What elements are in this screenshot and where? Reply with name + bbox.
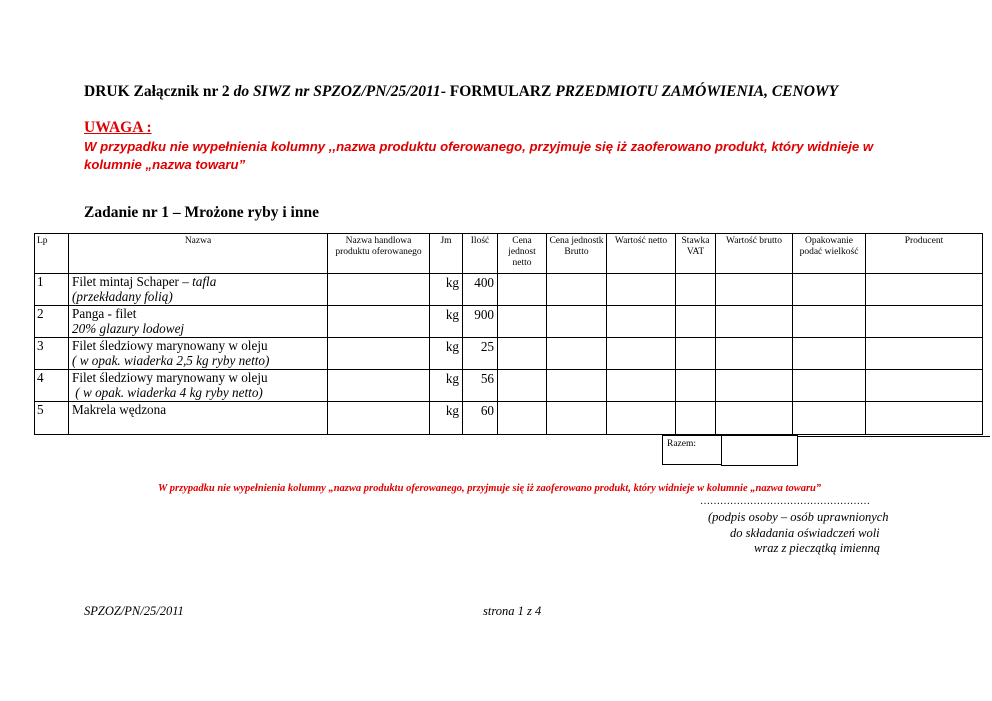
cell-value-net[interactable]	[607, 402, 676, 435]
product-name: Filet śledziowy marynowany w oleju	[72, 370, 268, 385]
col-header-wartosc-netto: Wartość netto	[607, 234, 676, 274]
row-quantity: 900	[463, 306, 498, 338]
title-part-4: PRZEDMIOTU ZAMÓWIENIA, CENOWY	[555, 83, 839, 100]
row-lp: 1	[35, 274, 69, 306]
cell-vat[interactable]	[676, 306, 716, 338]
col-header-producent: Producent	[866, 234, 983, 274]
col-header-nazwa: Nazwa	[69, 234, 328, 274]
cell-package[interactable]	[793, 370, 866, 402]
cell-value-net[interactable]	[607, 370, 676, 402]
col-header-cena-netto: Cena jednost netto	[498, 234, 547, 274]
row-unit: kg	[430, 402, 463, 435]
title-part-1: DRUK Załącznik nr 2	[84, 83, 234, 100]
cell-value-gross[interactable]	[716, 274, 793, 306]
product-name: Panga - filet	[72, 306, 137, 321]
product-note: ( w opak. wiaderka 2,5 kg ryby netto)	[72, 353, 270, 368]
row-product-name	[69, 370, 328, 402]
product-note: ( w opak. wiaderka 4 kg ryby netto)	[72, 385, 263, 400]
cell-trade-name[interactable]	[328, 274, 430, 306]
cell-producer[interactable]	[866, 306, 983, 338]
product-note: 20% glazury lodowej	[72, 321, 185, 336]
cell-price-net[interactable]	[498, 402, 547, 435]
cell-value-net[interactable]	[607, 338, 676, 370]
cell-value-net[interactable]	[607, 274, 676, 306]
footer-reference: SPZOZ/PN/25/2011	[84, 604, 184, 618]
total-row-rule	[798, 436, 990, 437]
cell-price-gross[interactable]	[547, 402, 607, 435]
signature-dotted-line: ……………………………………………	[700, 496, 870, 507]
row-lp: 2	[35, 306, 69, 338]
row-quantity: 60	[463, 402, 498, 435]
row-product-name	[69, 402, 328, 435]
signature-caption	[700, 510, 900, 557]
cell-producer[interactable]	[866, 402, 983, 435]
cell-vat[interactable]	[676, 338, 716, 370]
signature-line-1: (podpis osoby – osób uprawnionych	[708, 510, 889, 524]
cell-trade-name[interactable]	[328, 402, 430, 435]
col-header-wartosc-brutto: Wartość brutto	[716, 234, 793, 274]
document-title	[84, 83, 838, 101]
total-label: Razem:	[662, 435, 721, 465]
row-unit: kg	[430, 306, 463, 338]
footer-warning-note: W przypadku nie wypełnienia kolumny „nazwa produktu oferowanego, przyjmuje się iż zaoferowano produkt, który widnieje w kolumnie „nazwa towaru”	[158, 483, 822, 494]
row-unit: kg	[430, 274, 463, 306]
cell-price-gross[interactable]	[547, 306, 607, 338]
cell-vat[interactable]	[676, 274, 716, 306]
cell-value-net[interactable]	[607, 306, 676, 338]
col-header-nazwa-handlowa: Nazwa handlowa produktu oferowanego	[328, 234, 430, 274]
product-name: Makrela wędzona	[72, 402, 167, 417]
signature-line-3: wraz z pieczątką imienną	[754, 541, 881, 555]
col-header-stawka-vat: Stawka VAT	[676, 234, 716, 274]
row-unit: kg	[430, 338, 463, 370]
cell-value-gross[interactable]	[716, 338, 793, 370]
table-row	[35, 306, 983, 338]
cell-package[interactable]	[793, 338, 866, 370]
warning-heading: UWAGA :	[84, 119, 152, 136]
price-form-table	[34, 233, 983, 435]
col-header-lp: Lp	[35, 234, 69, 274]
table-header-row	[35, 234, 983, 274]
row-quantity: 25	[463, 338, 498, 370]
cell-trade-name[interactable]	[328, 370, 430, 402]
task-title: Zadanie nr 1 – Mrożone ryby i inne	[84, 204, 319, 221]
cell-vat[interactable]	[676, 402, 716, 435]
cell-price-gross[interactable]	[547, 370, 607, 402]
title-part-3: - FORMULARZ	[440, 83, 556, 100]
row-product-name	[69, 306, 328, 338]
warning-text: W przypadku nie wypełnienia kolumny ,,nazwa produktu oferowanego, przyjmuje się iż zaoferowano produkt, który widnieje w kolumnie „nazwa towaru”	[84, 139, 874, 172]
row-quantity: 400	[463, 274, 498, 306]
cell-value-gross[interactable]	[716, 402, 793, 435]
row-lp: 3	[35, 338, 69, 370]
cell-vat[interactable]	[676, 370, 716, 402]
cell-price-net[interactable]	[498, 370, 547, 402]
row-lp: 5	[35, 402, 69, 435]
signature-line-2: do składania oświadczeń woli	[730, 525, 880, 540]
table-row	[35, 274, 983, 306]
cell-price-gross[interactable]	[547, 274, 607, 306]
cell-value-gross[interactable]	[716, 370, 793, 402]
product-name-italic: tafla	[192, 274, 217, 289]
cell-price-net[interactable]	[498, 338, 547, 370]
cell-price-net[interactable]	[498, 274, 547, 306]
footer-page-number: strona 1 z 4	[483, 604, 542, 618]
cell-price-gross[interactable]	[547, 338, 607, 370]
cell-trade-name[interactable]	[328, 306, 430, 338]
cell-price-net[interactable]	[498, 306, 547, 338]
row-quantity: 56	[463, 370, 498, 402]
total-value-cell[interactable]	[721, 435, 798, 466]
table-row	[35, 402, 983, 435]
col-header-ilosc: Ilość	[463, 234, 498, 274]
table-row	[35, 338, 983, 370]
row-product-name	[69, 338, 328, 370]
product-name: Filet mintaj Schaper –	[72, 274, 193, 289]
product-note: (przekładany folią)	[72, 289, 173, 304]
cell-package[interactable]	[793, 274, 866, 306]
table-row	[35, 370, 983, 402]
cell-producer[interactable]	[866, 274, 983, 306]
col-header-cena-brutto: Cena jednostk Brutto	[547, 234, 607, 274]
title-part-2: do SIWZ nr SPZOZ/PN/25/2011	[233, 83, 441, 100]
cell-producer[interactable]	[866, 338, 983, 370]
cell-package[interactable]	[793, 306, 866, 338]
cell-package[interactable]	[793, 402, 866, 435]
product-name: Filet śledziowy marynowany w oleju	[72, 338, 268, 353]
col-header-jm: Jm	[430, 234, 463, 274]
row-product-name	[69, 274, 328, 306]
row-lp: 4	[35, 370, 69, 402]
cell-producer[interactable]	[866, 370, 983, 402]
cell-value-gross[interactable]	[716, 306, 793, 338]
cell-trade-name[interactable]	[328, 338, 430, 370]
col-header-opakowanie: Opakowanie podać wielkość	[793, 234, 866, 274]
row-unit: kg	[430, 370, 463, 402]
